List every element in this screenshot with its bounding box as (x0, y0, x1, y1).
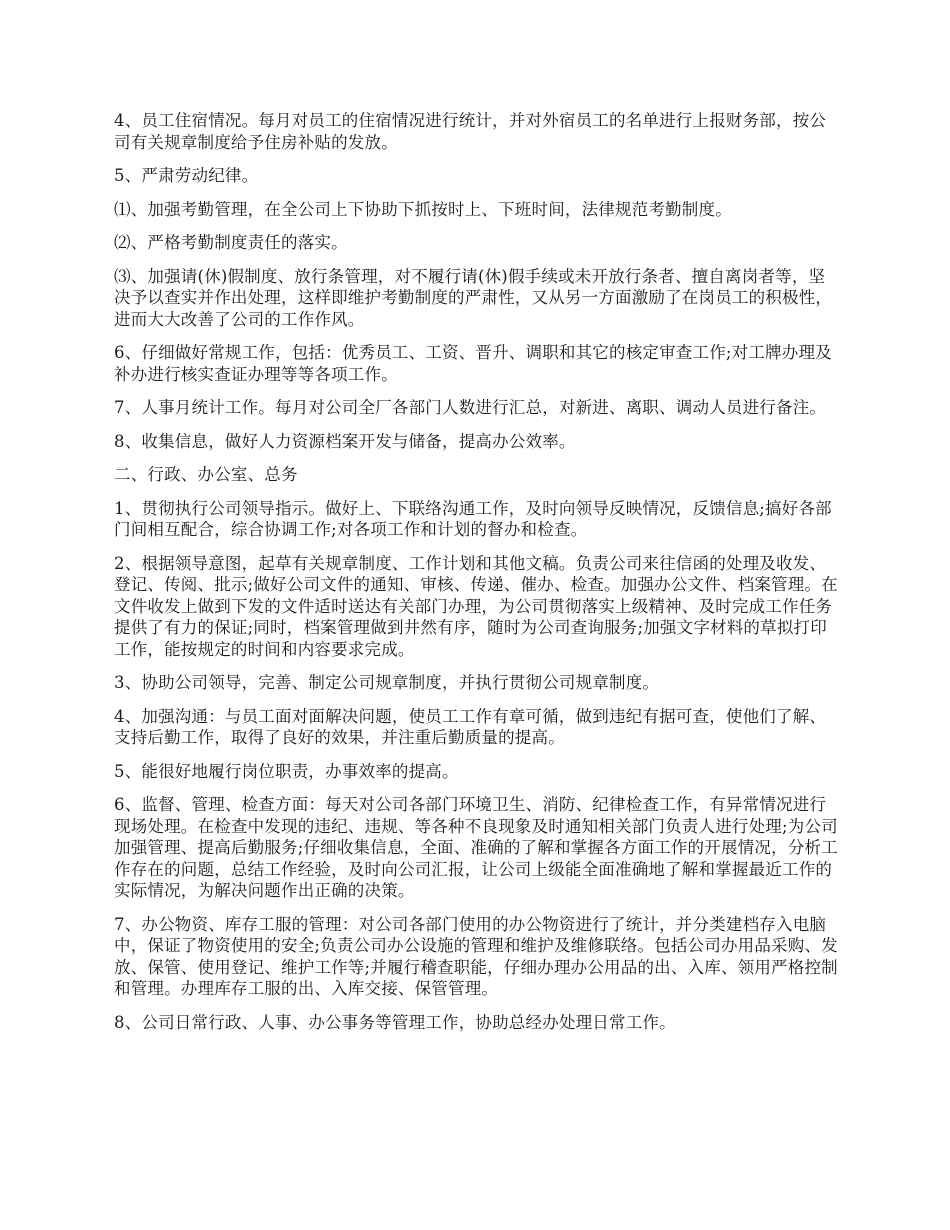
paragraph-office-supplies: 7、办公物资、库存工服的管理：对公司各部门使用的办公物资进行了统计，并分类建档存入电脑中，保证了物资使用的安全;负责公司办公设施的管理和维护及维修联络。包括公司办用品采购、发放、保管、使用登记、维护工作等;并履行稽查职能，仔细办理办公用品的出、入库、领用严格控制和管理。办理库存工服的出、入库交接、保管管理。 (114, 914, 838, 998)
paragraph-leadership-instructions: 1、贯彻执行公司领导指示。做好上、下联络沟通工作，及时向领导反映情况，反馈信息;搞好各部门间相互配合，综合协调工作;对各项工作和计划的督办和检查。 (114, 498, 832, 539)
paragraph-hr-archives: 8、收集信息，做好人力资源档案开发与储备，提高办公效率。 (114, 431, 576, 451)
paragraph-attendance-management: ⑴、加强考勤管理，在全公司上下协助下抓按时上、下班时间，法律规范考勤制度。 (114, 199, 732, 219)
paragraph-document-drafting: 2、根据领导意图，起草有关规章制度、工作计划和其他文稿。负责公司来往信函的处理及收发、登记、传阅、批示;做好公司文件的通知、审核、传递、催办、检查。加强办公文件、档案管理。在文件收发上做到下发的文件适时送达有关部门办理，为公司贯彻落实上级精神、及时完成工作任务提供了有力的保证;同时，档案管理做到井然有序，随时为公司查询服务;加强文字材料的草拟打印工作，能按规定的时间和内容要求完成。 (114, 553, 838, 659)
paragraph-daily-affairs: 8、公司日常行政、人事、办公事务等管理工作，协助总经办处理日常工作。 (114, 1012, 676, 1032)
paragraph-rules-assist: 3、协助公司领导，完善、制定公司规章制度，并执行贯彻公司规章制度。 (114, 673, 660, 692)
paragraph-routine-work: 6、仔细做好常规工作，包括：优秀员工、工资、晋升、调职和其它的核定审查工作;对工牌办理及补办进行核实查证办理等等各项工作。 (114, 343, 832, 384)
paragraph-attendance-responsibility: ⑵、严格考勤制度责任的落实。 (114, 233, 348, 252)
section-heading-admin-office: 二、行政、办公室、总务 (114, 465, 298, 484)
paragraph-labor-discipline: 5、严肃劳动纪律。 (114, 166, 259, 185)
paragraph-monthly-statistics: 7、人事月统计工作。每月对公司全厂各部门人数进行汇总，对新进、离职、调动人员进行备注。 (114, 398, 827, 417)
paragraph-leave-system: ⑶、加强请(休)假制度、放行条管理，对不履行请(休)假手续或未开放行条者、擅自离岗者等，坚决予以查实并作出处理，这样即维护考勤制度的严肃性，又从另一方面激励了在岗员工的积极性，进而大大改善了公司的工作作风。 (114, 266, 833, 329)
paragraph-staff-housing: 4、员工住宿情况。每月对员工的住宿情况进行统计，并对外宿员工的名单进行上报财务部，按公司有关规章制度给予住房补贴的发放。 (114, 111, 827, 152)
paragraph-job-duties: 5、能很好地履行岗位职责，办事效率的提高。 (114, 761, 459, 781)
paragraph-supervision: 6、监督、管理、检查方面：每天对公司各部门环境卫生、消防、纪律检查工作，有异常情况进行现场处理。在检查中发现的违纪、违规、等各种不良现象及时通知相关部门负责人进行处理;为公司加强管理、提高后勤服务;仔细收集信息，全面、准确的了解和掌握各方面工作的开展情况，分析工作存在的问题，总结工作经验，及时向公司汇报，让公司上级能全面准确地了解和掌握最近工作的实际情况，为解决问题作出正确的决策。 (114, 795, 838, 900)
paragraph-communication: 4、加强沟通：与员工面对面解决问题，使员工工作有章可循，做到违纪有据可查，使他们了解、支持后勤工作，取得了良好的效果，并注重后勤质量的提高。 (114, 706, 827, 747)
